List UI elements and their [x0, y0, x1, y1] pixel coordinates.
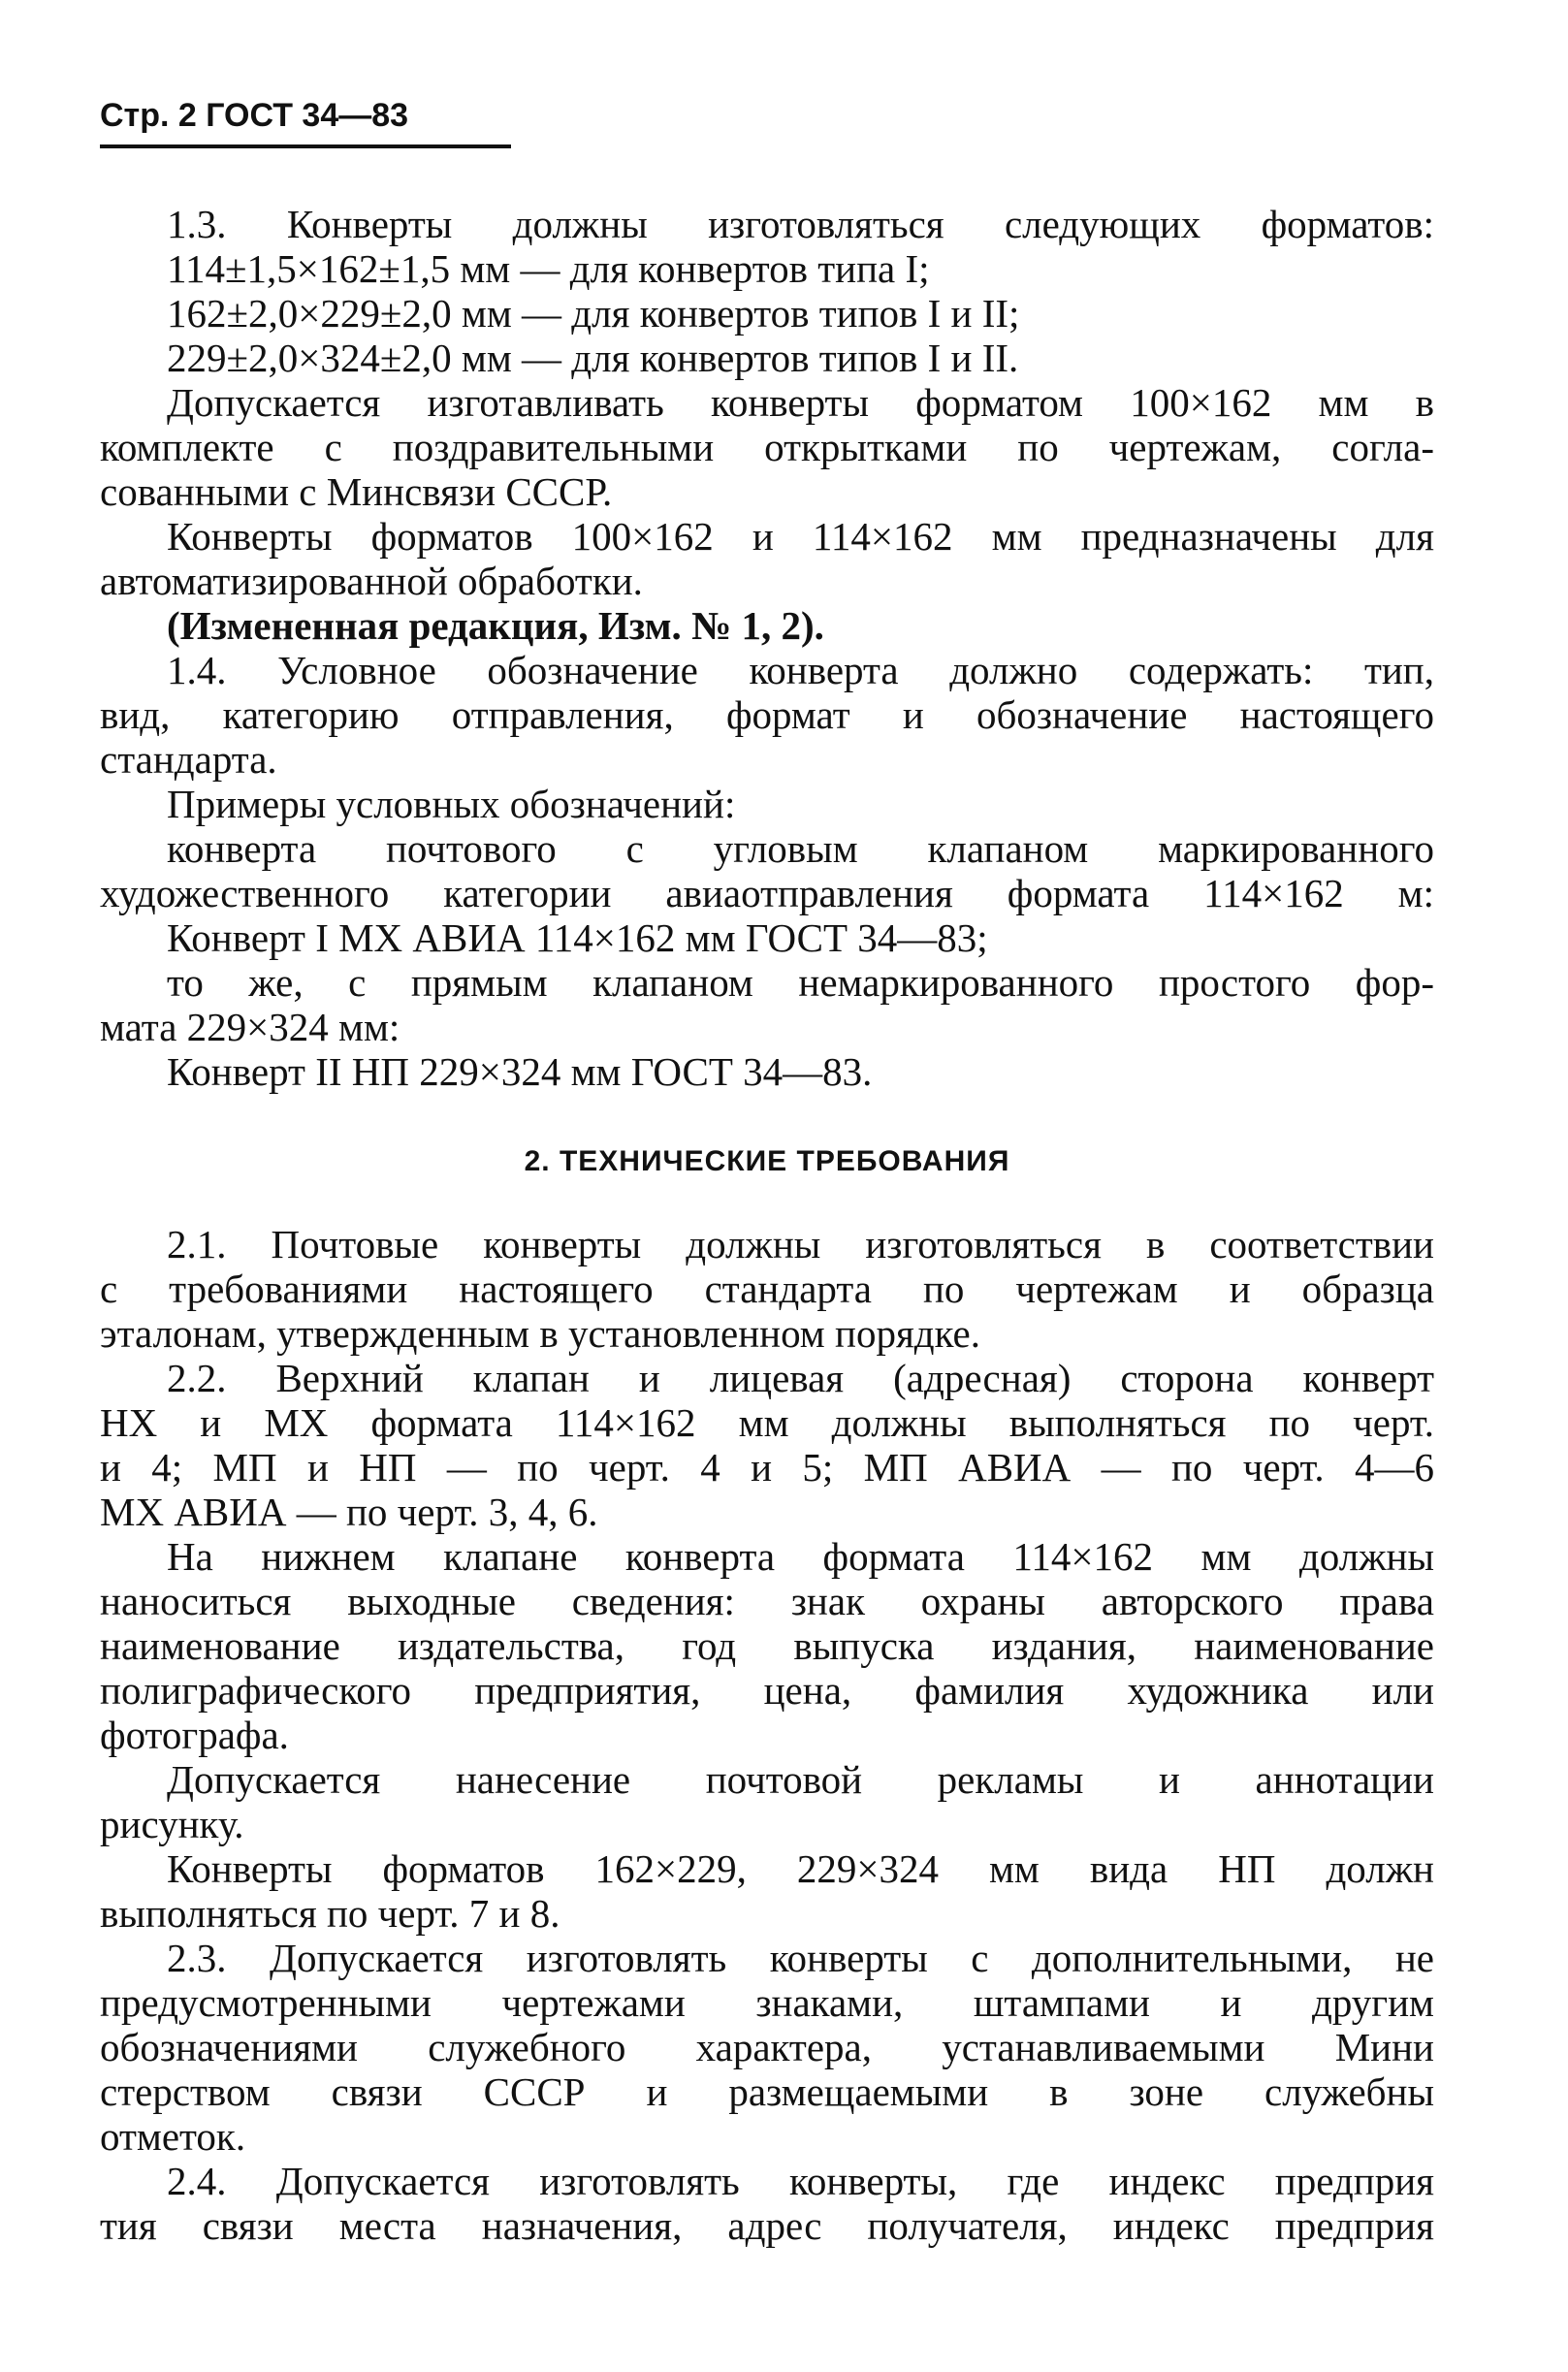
clause-2-4: 2.4. Допускается изготовлять конверты, где индекс предприя	[167, 2159, 1434, 2203]
text-line: выполняться по черт. 7 и 8.	[100, 1891, 560, 1936]
text-line: сованными с Минсвязи СССР.	[100, 469, 613, 514]
text-line: Допускается изготавливать конверты форматом 100×162 мм в	[167, 380, 1434, 425]
text-line: и 4; МП и НП — по черт. 4 и 5; МП АВИА — по черт. 4—6	[100, 1445, 1434, 1490]
text-line: Примеры условных обозначений:	[167, 782, 736, 826]
text-line: НХ и МХ формата 114×162 мм должны выполняться по черт.	[100, 1400, 1434, 1445]
clause-2-1: 2.1. Почтовые конверты должны изготовляться в соответствии	[167, 1222, 1434, 1266]
text-line: мата 229×324 мм:	[100, 1005, 400, 1049]
text-line: полиграфического предприятия, цена, фамилия художника или	[100, 1668, 1434, 1713]
text-line: обозначениями служебного характера, устанавливаемыми Мини	[100, 2025, 1434, 2069]
designation-example-1: Конверт I МХ АВИА 114×162 мм ГОСТ 34—83;	[167, 915, 988, 960]
text-line: наноситься выходные сведения: знак охраны авторского права	[100, 1579, 1434, 1623]
text-line: отметок.	[100, 2114, 246, 2159]
section-2-heading: 2. ТЕХНИЧЕСКИЕ ТРЕБОВАНИЯ	[524, 1145, 1010, 1177]
text-line: наименование издательства, год выпуска издания, наименование	[100, 1623, 1434, 1668]
text-line: вид, категорию отправления, формат и обозначение настоящего	[100, 692, 1434, 737]
format-line-3: 229±2,0×324±2,0 мм — для конвертов типов I и II.	[167, 336, 1019, 380]
text-line: рисунку.	[100, 1802, 244, 1846]
clause-1-4: 1.4. Условное обозначение конверта должно содержать: тип,	[167, 648, 1434, 692]
text-line: МХ АВИА — по черт. 3, 4, 6.	[100, 1490, 598, 1534]
format-line-2: 162±2,0×229±2,0 мм — для конвертов типов I и II;	[167, 291, 1020, 336]
text-line: Допускается нанесение почтовой рекламы и аннотации	[167, 1757, 1434, 1802]
text-line: стерством связи СССР и размещаемыми в зоне служебны	[100, 2069, 1434, 2114]
text-line: Конверты форматов 100×162 и 114×162 мм предназначены для	[167, 514, 1434, 559]
text-line: то же, с прямым клапаном немаркированного простого фор-	[167, 960, 1434, 1005]
text-line: предусмотренными чертежами знаками, штампами и другим	[100, 1980, 1434, 2025]
text-line: комплекте с поздравительными открытками по чертежам, согла-	[100, 425, 1434, 469]
text-line: тия связи места назначения, адрес получателя, индекс предприя	[100, 2203, 1434, 2248]
clause-1-3-heading: 1.3. Конверты должны изготовляться следующих форматов:	[167, 202, 1434, 246]
amendment-note: (Измененная редакция, Изм. № 1, 2).	[167, 603, 824, 648]
text-line: Конверты форматов 162×229, 229×324 мм вида НП должн	[167, 1846, 1434, 1891]
text-line: На нижнем клапане конверта формата 114×162 мм должны	[167, 1534, 1434, 1579]
text-line: эталонам, утвержденным в установленном порядке.	[100, 1311, 981, 1356]
text-line: художественного категории авиаотправления формата 114×162 м:	[100, 871, 1434, 915]
text-line: с требованиями настоящего стандарта по чертежам и образца	[100, 1266, 1434, 1311]
designation-example-2: Конверт II НП 229×324 мм ГОСТ 34—83.	[167, 1049, 873, 1094]
clause-2-3: 2.3. Допускается изготовлять конверты с дополнительными, не	[167, 1936, 1434, 1980]
text-line: автоматизированной обработки.	[100, 559, 643, 603]
text-line: конверта почтового с угловым клапаном маркированного	[167, 826, 1434, 871]
clause-2-2: 2.2. Верхний клапан и лицевая (адресная) сторона конверт	[167, 1356, 1434, 1400]
text-line: стандарта.	[100, 737, 277, 782]
format-line-1: 114±1,5×162±1,5 мм — для конвертов типа I;	[167, 246, 930, 291]
page-header: Стр. 2 ГОСТ 34—83	[100, 94, 511, 148]
text-line: фотографа.	[100, 1713, 289, 1757]
